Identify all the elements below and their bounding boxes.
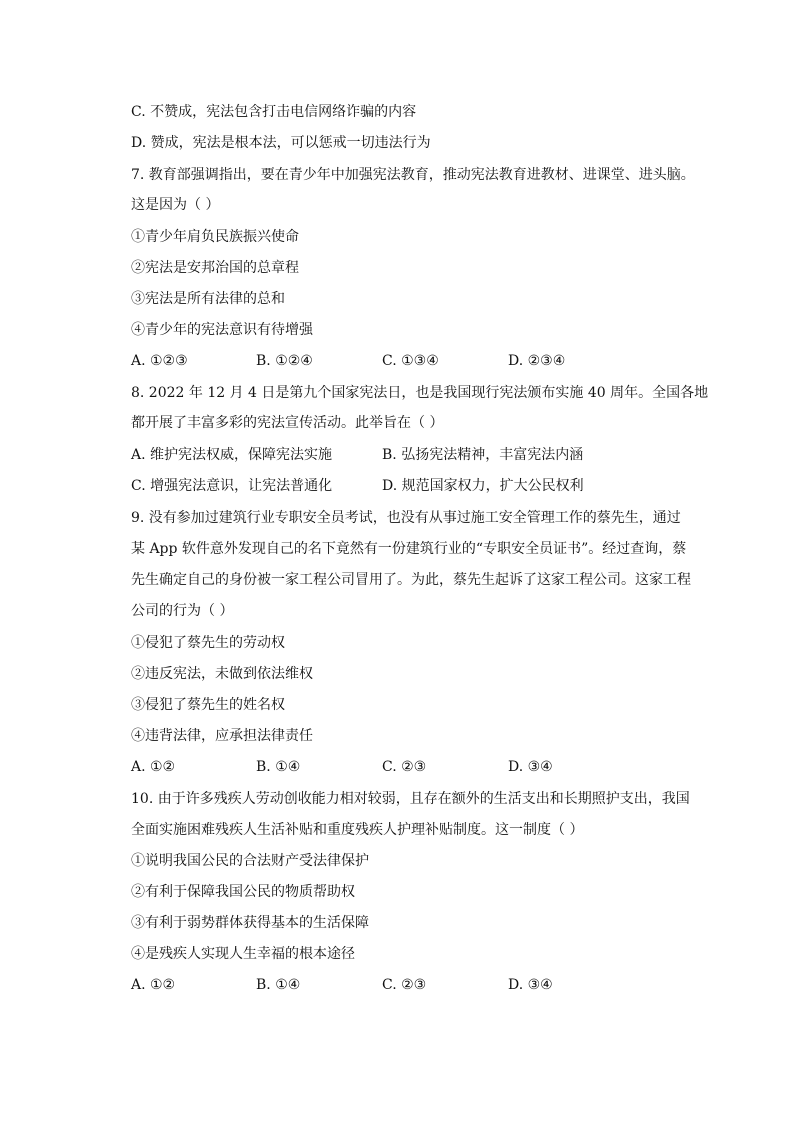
q8-option-b: B. 弘扬宪法精神，丰富宪法内涵 (382, 447, 584, 463)
q7-item-1: ①青少年肩负民族振兴使命 (131, 229, 299, 245)
q7-item-3: ③宪法是所有法律的总和 (131, 291, 285, 307)
q7-item-2: ②宪法是安邦治国的总章程 (131, 260, 299, 276)
q10-option-b: B. ①④ (256, 977, 301, 993)
q10-stem-line-1: 10. 由于许多残疾人劳动创收能力相对较弱，且存在额外的生活支出和长期照护支出，我国 (131, 791, 690, 807)
q10-item-3: ③有利于弱势群体获得基本的生活保障 (131, 915, 369, 931)
q10-item-4: ④是残疾人实现人生幸福的根本途径 (131, 946, 355, 962)
q7-stem-line-2: 这是因为（ ） (131, 197, 220, 213)
q9-item-2: ②违反宪法，未做到依法维权 (131, 666, 313, 682)
q9-stem-line-3: 先生确定自己的身份被一家工程公司冒用了。为此，蔡先生起诉了这家工程公司。这家工程 (131, 572, 691, 588)
q8-option-a: A. 维护宪法权威，保障宪法实施 (131, 447, 333, 463)
q10-option-c: C. ②③ (382, 977, 427, 993)
q9-stem-line-4: 公司的行为（ ） (131, 603, 234, 619)
q9-option-d: D. ③④ (508, 759, 553, 775)
q9-item-4: ④违背法律，应承担法律责任 (131, 728, 313, 744)
q7-option-b: B. ①②④ (256, 353, 313, 369)
q7-option-c: C. ①③④ (382, 353, 439, 369)
q9-option-b: B. ①④ (256, 759, 301, 775)
q8-option-d: D. 规范国家权力，扩大公民权利 (382, 478, 584, 494)
q9-item-3: ③侵犯了蔡先生的姓名权 (131, 697, 285, 713)
q8-stem-line-2: 都开展了丰富多彩的宪法宣传活动。此举旨在（ ） (131, 415, 444, 431)
q7-option-a: A. ①②③ (131, 353, 188, 369)
q10-item-2: ②有利于保障我国公民的物质帮助权 (131, 884, 355, 900)
q9-stem-line-1: 9. 没有参加过建筑行业专职安全员考试，也没有从事过施工安全管理工作的蔡先生，通过 (131, 510, 681, 526)
q10-stem-line-2: 全面实施困难残疾人生活补贴和重度残疾人护理补贴制度。这一制度（ ） (131, 822, 584, 838)
q10-item-1: ①说明我国公民的合法财产受法律保护 (131, 853, 369, 869)
q9-stem-line-2: 某 App 软件意外发现自己的名下竟然有一份建筑行业的“专职安全员证书”。经过查询，蔡 (131, 541, 687, 557)
option-c-prev: C. 不赞成，宪法包含打击电信网络诈骗的内容 (131, 104, 417, 120)
q7-option-d: D. ②③④ (508, 353, 566, 369)
q9-option-a: A. ①② (131, 759, 176, 775)
q7-stem-line-1: 7. 教育部强调指出，要在青少年中加强宪法教育，推动宪法教育进教材、进课堂、进头脑。 (131, 167, 695, 183)
q8-option-c: C. 增强宪法意识，让宪法普通化 (131, 478, 333, 494)
q10-option-d: D. ③④ (508, 977, 553, 993)
option-d-prev: D. 赞成，宪法是根本法，可以惩戒一切违法行为 (131, 135, 431, 151)
q9-option-c: C. ②③ (382, 759, 427, 775)
q10-option-a: A. ①② (131, 977, 176, 993)
q9-item-1: ①侵犯了蔡先生的劳动权 (131, 635, 285, 651)
q8-stem-line-1: 8. 2022 年 12 月 4 日是第九个国家宪法日，也是我国现行宪法颁布实施 40 周年。全国各地 (131, 385, 709, 401)
q7-item-4: ④青少年的宪法意识有待增强 (131, 322, 313, 338)
